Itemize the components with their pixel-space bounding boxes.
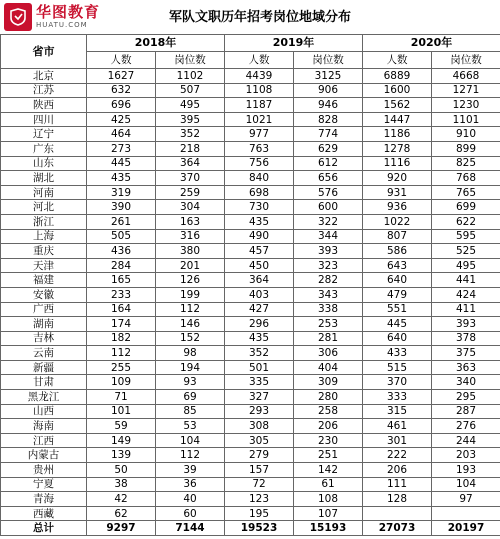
people-2020: 111	[363, 477, 432, 492]
positions-2020: 622	[432, 214, 500, 229]
people-2019: 403	[225, 287, 294, 302]
positions-2018: 507	[156, 83, 225, 98]
people-2018: 261	[87, 214, 156, 229]
table-row	[1, 287, 500, 302]
people-2020: 479	[363, 287, 432, 302]
positions-2019: 393	[294, 244, 363, 259]
positions-2020: 768	[432, 171, 500, 186]
positions-2020: 595	[432, 229, 500, 244]
people-2018: 696	[87, 98, 156, 113]
huatu-logo	[4, 3, 124, 31]
positions-2020: 1101	[432, 112, 500, 127]
table-row	[1, 185, 500, 200]
positions-2018: 163	[156, 214, 225, 229]
positions-2020: 393	[432, 317, 500, 332]
people-2018: 42	[87, 492, 156, 507]
people-2019: 364	[225, 273, 294, 288]
province-cell: 上海	[1, 229, 87, 244]
positions-2019: 656	[294, 171, 363, 186]
positions-2020: 193	[432, 463, 500, 478]
people-2018: 1627	[87, 69, 156, 84]
people-2019: 698	[225, 185, 294, 200]
province-cell: 江苏	[1, 83, 87, 98]
positions-2020	[432, 506, 500, 521]
positions-2018: 152	[156, 331, 225, 346]
positions-2019: 258	[294, 404, 363, 419]
positions-2018: 364	[156, 156, 225, 171]
province-cell: 内蒙古	[1, 448, 87, 463]
people-2018: 38	[87, 477, 156, 492]
positions-2020: 411	[432, 302, 500, 317]
people-2020: 640	[363, 273, 432, 288]
people-2018: 50	[87, 463, 156, 478]
table-row	[1, 127, 500, 142]
positions-2020: 363	[432, 360, 500, 375]
sub-header-positions: 岗位数	[156, 52, 225, 69]
table-body	[1, 69, 500, 536]
people-2018: 109	[87, 375, 156, 390]
people-2019: 293	[225, 404, 294, 419]
positions-2019: 253	[294, 317, 363, 332]
province-cell: 浙江	[1, 214, 87, 229]
people-2019: 327	[225, 390, 294, 405]
positions-2020: 375	[432, 346, 500, 361]
positions-2019: 774	[294, 127, 363, 142]
table-row	[1, 98, 500, 113]
people-2020: 920	[363, 171, 432, 186]
sub-header-positions: 岗位数	[432, 52, 500, 69]
people-2020: 370	[363, 375, 432, 390]
positions-2020: 295	[432, 390, 500, 405]
logo-name: 华图教育	[36, 3, 101, 21]
province-cell: 广东	[1, 141, 87, 156]
province-cell: 黑龙江	[1, 390, 87, 405]
province-cell: 河南	[1, 185, 87, 200]
province-cell: 广西	[1, 302, 87, 317]
positions-2020: 424	[432, 287, 500, 302]
people-2019: 427	[225, 302, 294, 317]
total-positions-2019: 15193	[294, 521, 363, 536]
sub-header-people: 人数	[225, 52, 294, 69]
total-positions-2018: 7144	[156, 521, 225, 536]
positions-2019: 282	[294, 273, 363, 288]
positions-2018: 60	[156, 506, 225, 521]
table-row	[1, 244, 500, 259]
positions-2018: 395	[156, 112, 225, 127]
year-header-2018: 2018年	[87, 35, 225, 52]
positions-2020: 244	[432, 433, 500, 448]
positions-2019: 612	[294, 156, 363, 171]
table-row	[1, 360, 500, 375]
total-row	[1, 521, 500, 536]
people-2019: 335	[225, 375, 294, 390]
positions-2018: 69	[156, 390, 225, 405]
positions-2018: 36	[156, 477, 225, 492]
sub-header-people: 人数	[87, 52, 156, 69]
positions-2019: 338	[294, 302, 363, 317]
table-row	[1, 112, 500, 127]
people-2019: 435	[225, 331, 294, 346]
table-row	[1, 171, 500, 186]
people-2018: 255	[87, 360, 156, 375]
positions-2019: 3125	[294, 69, 363, 84]
province-cell: 福建	[1, 273, 87, 288]
people-2020: 1116	[363, 156, 432, 171]
people-2020: 551	[363, 302, 432, 317]
positions-2020: 276	[432, 419, 500, 434]
people-2020: 445	[363, 317, 432, 332]
province-cell: 重庆	[1, 244, 87, 259]
positions-2019: 906	[294, 83, 363, 98]
people-2019: 296	[225, 317, 294, 332]
table-row	[1, 331, 500, 346]
positions-2018: 352	[156, 127, 225, 142]
people-2020: 586	[363, 244, 432, 259]
positions-2018: 39	[156, 463, 225, 478]
table-row	[1, 390, 500, 405]
positions-2019: 108	[294, 492, 363, 507]
table-row	[1, 375, 500, 390]
positions-2018: 495	[156, 98, 225, 113]
province-cell: 湖北	[1, 171, 87, 186]
people-2018: 284	[87, 258, 156, 273]
positions-2018: 40	[156, 492, 225, 507]
positions-2019: 600	[294, 200, 363, 215]
positions-2018: 218	[156, 141, 225, 156]
positions-2019: 206	[294, 419, 363, 434]
positions-2020: 495	[432, 258, 500, 273]
people-2019: 457	[225, 244, 294, 259]
positions-2018: 304	[156, 200, 225, 215]
table-row	[1, 258, 500, 273]
positions-2019: 281	[294, 331, 363, 346]
people-2020: 515	[363, 360, 432, 375]
province-cell: 青海	[1, 492, 87, 507]
people-2018: 149	[87, 433, 156, 448]
table-row	[1, 317, 500, 332]
positions-2018: 316	[156, 229, 225, 244]
table-row	[1, 156, 500, 171]
positions-2019: 142	[294, 463, 363, 478]
province-cell: 湖南	[1, 317, 87, 332]
province-cell: 甘肃	[1, 375, 87, 390]
people-2019: 1021	[225, 112, 294, 127]
huatu-logo-icon	[4, 3, 32, 31]
total-people-2018: 9297	[87, 521, 156, 536]
table-row	[1, 448, 500, 463]
logo-url: HUATU.COM	[36, 21, 88, 29]
positions-2018: 199	[156, 287, 225, 302]
positions-2019: 629	[294, 141, 363, 156]
people-2018: 182	[87, 331, 156, 346]
positions-2020: 525	[432, 244, 500, 259]
total-people-2020: 27073	[363, 521, 432, 536]
positions-2019: 309	[294, 375, 363, 390]
people-2018: 174	[87, 317, 156, 332]
people-2020: 433	[363, 346, 432, 361]
positions-2018: 201	[156, 258, 225, 273]
positions-2018: 380	[156, 244, 225, 259]
table-row	[1, 477, 500, 492]
province-cell: 天津	[1, 258, 87, 273]
positions-2020: 899	[432, 141, 500, 156]
people-2020: 936	[363, 200, 432, 215]
positions-2020: 1230	[432, 98, 500, 113]
people-2019: 352	[225, 346, 294, 361]
positions-2019: 306	[294, 346, 363, 361]
province-cell: 江西	[1, 433, 87, 448]
header	[0, 0, 500, 34]
people-2019: 4439	[225, 69, 294, 84]
total-people-2019: 19523	[225, 521, 294, 536]
people-2018: 505	[87, 229, 156, 244]
positions-2018: 104	[156, 433, 225, 448]
people-2018: 632	[87, 83, 156, 98]
total-positions-2020: 20197	[432, 521, 500, 536]
positions-2018: 112	[156, 448, 225, 463]
positions-2019: 61	[294, 477, 363, 492]
people-2020: 640	[363, 331, 432, 346]
positions-2018: 85	[156, 404, 225, 419]
people-2018: 112	[87, 346, 156, 361]
people-2020: 643	[363, 258, 432, 273]
province-cell: 西藏	[1, 506, 87, 521]
positions-2019: 946	[294, 98, 363, 113]
people-2019: 756	[225, 156, 294, 171]
sub-header-positions: 岗位数	[294, 52, 363, 69]
table-row	[1, 214, 500, 229]
positions-2020: 825	[432, 156, 500, 171]
positions-2018: 126	[156, 273, 225, 288]
table-row	[1, 200, 500, 215]
province-cell: 贵州	[1, 463, 87, 478]
people-2020: 1278	[363, 141, 432, 156]
table-row	[1, 506, 500, 521]
table-row	[1, 273, 500, 288]
people-2020: 128	[363, 492, 432, 507]
positions-2020: 378	[432, 331, 500, 346]
positions-2018: 146	[156, 317, 225, 332]
positions-2020: 287	[432, 404, 500, 419]
people-2018: 233	[87, 287, 156, 302]
table-row	[1, 69, 500, 84]
people-2018: 425	[87, 112, 156, 127]
people-2020: 807	[363, 229, 432, 244]
positions-2019: 280	[294, 390, 363, 405]
people-2019: 730	[225, 200, 294, 215]
province-cell: 云南	[1, 346, 87, 361]
people-2019: 490	[225, 229, 294, 244]
positions-2019: 323	[294, 258, 363, 273]
people-2020: 301	[363, 433, 432, 448]
people-2018: 390	[87, 200, 156, 215]
year-header-2020: 2020年	[363, 35, 500, 52]
people-2020: 333	[363, 390, 432, 405]
table-row	[1, 229, 500, 244]
positions-2019: 344	[294, 229, 363, 244]
positions-2018: 93	[156, 375, 225, 390]
people-2020: 1022	[363, 214, 432, 229]
people-2019: 450	[225, 258, 294, 273]
people-2020: 461	[363, 419, 432, 434]
people-2019: 501	[225, 360, 294, 375]
province-cell: 山东	[1, 156, 87, 171]
table-row	[1, 346, 500, 361]
people-2020: 206	[363, 463, 432, 478]
province-cell: 吉林	[1, 331, 87, 346]
people-2019: 279	[225, 448, 294, 463]
table-row	[1, 302, 500, 317]
people-2019: 1108	[225, 83, 294, 98]
positions-2019: 107	[294, 506, 363, 521]
positions-2018: 194	[156, 360, 225, 375]
positions-2019: 251	[294, 448, 363, 463]
people-2018: 464	[87, 127, 156, 142]
people-2018: 59	[87, 419, 156, 434]
page-title: 军队文职历年招考岗位地域分布	[168, 10, 351, 25]
people-2018: 319	[87, 185, 156, 200]
people-2019: 305	[225, 433, 294, 448]
positions-2018: 112	[156, 302, 225, 317]
positions-2020: 699	[432, 200, 500, 215]
people-2020	[363, 506, 432, 521]
province-cell: 新疆	[1, 360, 87, 375]
province-cell: 山西	[1, 404, 87, 419]
positions-2020: 4668	[432, 69, 500, 84]
positions-2019: 343	[294, 287, 363, 302]
province-cell: 四川	[1, 112, 87, 127]
positions-2019: 404	[294, 360, 363, 375]
recruitment-table	[0, 34, 500, 536]
people-2020: 1447	[363, 112, 432, 127]
people-2019: 123	[225, 492, 294, 507]
people-2018: 71	[87, 390, 156, 405]
positions-2020: 203	[432, 448, 500, 463]
people-2020: 6889	[363, 69, 432, 84]
people-2020: 1600	[363, 83, 432, 98]
people-2018: 436	[87, 244, 156, 259]
table-row	[1, 433, 500, 448]
positions-2020: 1271	[432, 83, 500, 98]
positions-2020: 104	[432, 477, 500, 492]
people-2019: 763	[225, 141, 294, 156]
people-2020: 315	[363, 404, 432, 419]
people-2018: 165	[87, 273, 156, 288]
year-header-2019: 2019年	[225, 35, 363, 52]
province-cell: 安徽	[1, 287, 87, 302]
table-row	[1, 492, 500, 507]
province-cell: 陕西	[1, 98, 87, 113]
positions-2019: 828	[294, 112, 363, 127]
table-row	[1, 83, 500, 98]
positions-2020: 910	[432, 127, 500, 142]
people-2019: 840	[225, 171, 294, 186]
positions-2020: 340	[432, 375, 500, 390]
people-2019: 308	[225, 419, 294, 434]
positions-2018: 53	[156, 419, 225, 434]
province-cell: 海南	[1, 419, 87, 434]
total-label: 总计	[1, 521, 87, 536]
people-2018: 445	[87, 156, 156, 171]
province-cell: 河北	[1, 200, 87, 215]
positions-2018: 370	[156, 171, 225, 186]
province-header: 省市	[1, 35, 87, 69]
people-2020: 931	[363, 185, 432, 200]
positions-2019: 230	[294, 433, 363, 448]
positions-2020: 441	[432, 273, 500, 288]
positions-2018: 259	[156, 185, 225, 200]
positions-2019: 322	[294, 214, 363, 229]
people-2019: 72	[225, 477, 294, 492]
people-2020: 1186	[363, 127, 432, 142]
people-2019: 977	[225, 127, 294, 142]
people-2020: 222	[363, 448, 432, 463]
positions-2020: 765	[432, 185, 500, 200]
table-row	[1, 419, 500, 434]
province-cell: 北京	[1, 69, 87, 84]
people-2018: 101	[87, 404, 156, 419]
people-2018: 164	[87, 302, 156, 317]
table-row	[1, 404, 500, 419]
people-2019: 435	[225, 214, 294, 229]
table-row	[1, 463, 500, 478]
positions-2019: 576	[294, 185, 363, 200]
people-2018: 273	[87, 141, 156, 156]
positions-2018: 1102	[156, 69, 225, 84]
sub-header-people: 人数	[363, 52, 432, 69]
people-2018: 139	[87, 448, 156, 463]
people-2018: 435	[87, 171, 156, 186]
province-cell: 辽宁	[1, 127, 87, 142]
table-row	[1, 141, 500, 156]
people-2019: 1187	[225, 98, 294, 113]
people-2019: 157	[225, 463, 294, 478]
province-cell: 宁夏	[1, 477, 87, 492]
people-2018: 62	[87, 506, 156, 521]
people-2019: 195	[225, 506, 294, 521]
positions-2020: 97	[432, 492, 500, 507]
people-2020: 1562	[363, 98, 432, 113]
positions-2018: 98	[156, 346, 225, 361]
